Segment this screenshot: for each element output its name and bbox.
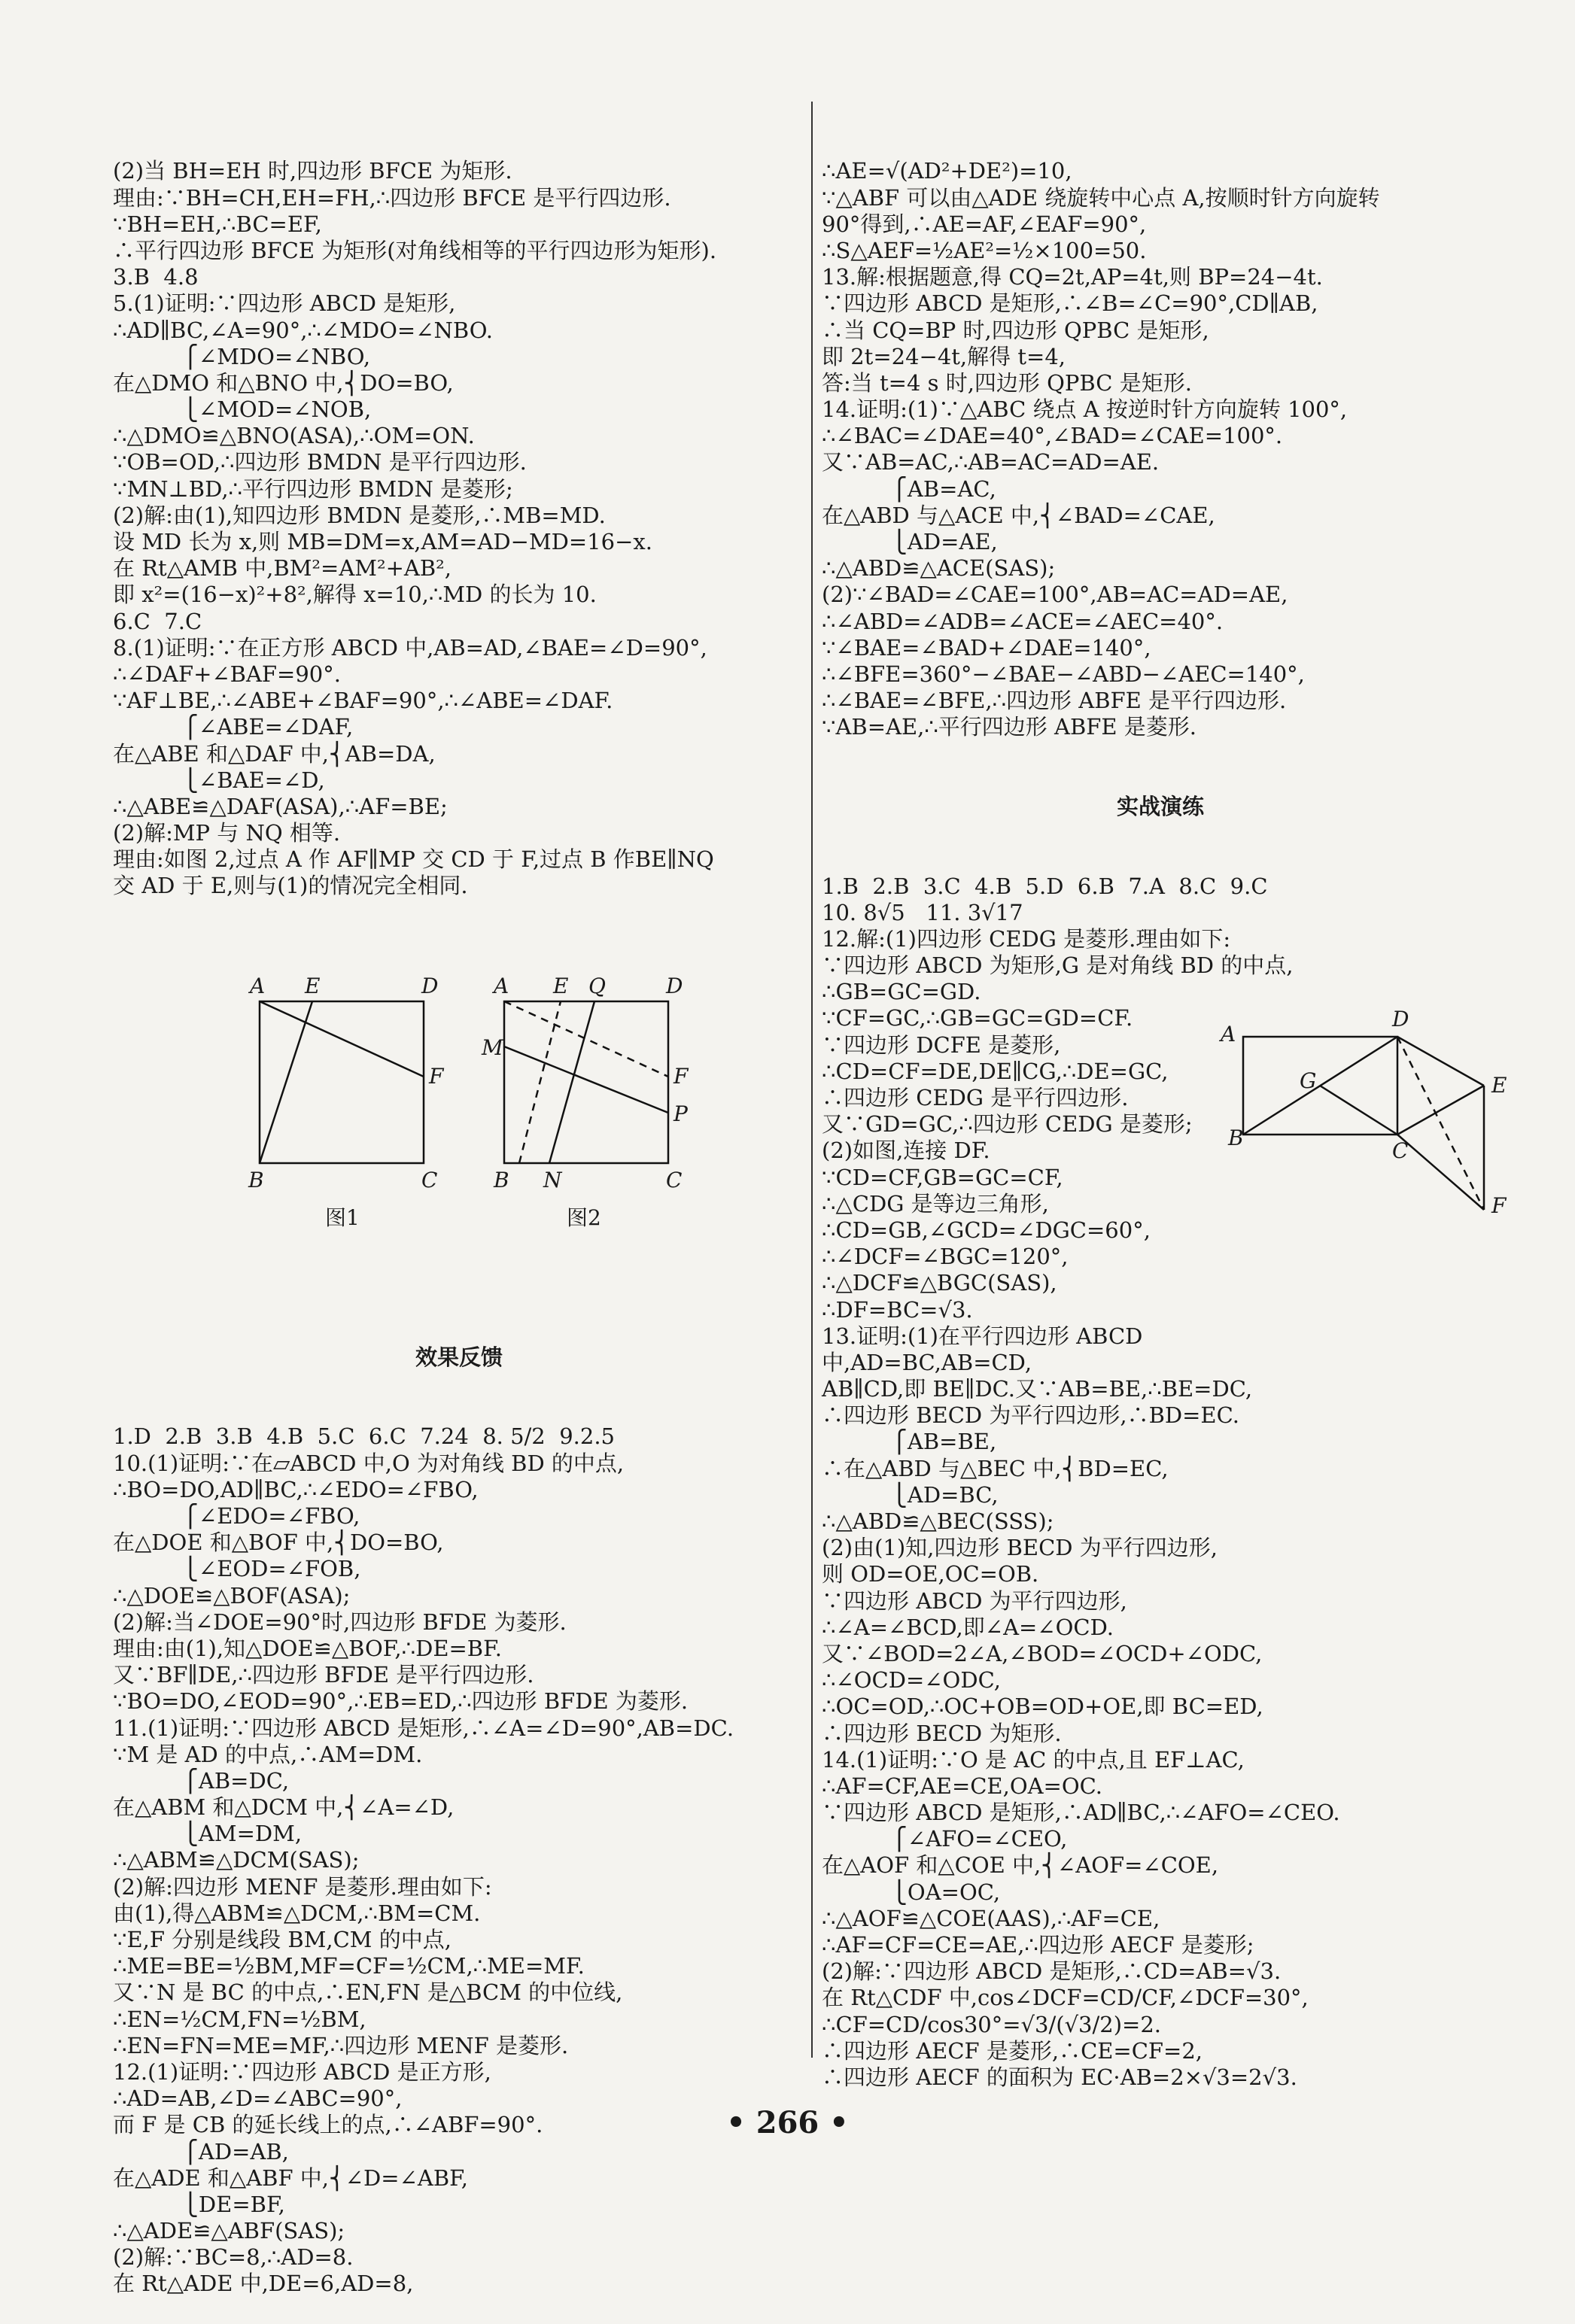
text-line: 又∵AB=AC,∴AB=AC=AD=AE. bbox=[822, 449, 1160, 475]
text-line: ∴AE=√(AD²+DE²)=10, bbox=[822, 158, 1072, 184]
text-line: (2)由(1)知,四边形 BECD 为平行四边形, bbox=[822, 1535, 1218, 1561]
fig2-square bbox=[504, 1001, 668, 1163]
text-line: ∴∠ABD=∠ADB=∠ACE=∠AEC=40°. bbox=[822, 608, 1224, 634]
text-line: ∴AD=AB,∠D=∠ABC=90°, bbox=[113, 2086, 403, 2112]
text-line: 又∵BF∥DE,∴四边形 BFDE 是平行四边形. bbox=[113, 1662, 534, 1688]
text-line: ∴四边形 CEDG 是平行四边形. bbox=[822, 1085, 1129, 1111]
text-line: ∵M 是 AD 的中点,∴AM=DM. bbox=[113, 1741, 423, 1767]
text-line: ∴平行四边形 BFCE 为矩形(对角线相等的平行四边形为矩形). bbox=[113, 237, 717, 263]
text-line: 设 MD 长为 x,则 MB=DM=x,AM=AD−MD=16−x. bbox=[113, 529, 652, 555]
text-line: ⎧AB=AC, bbox=[822, 475, 996, 502]
text-line: ∵E,F 分别是线段 BM,CM 的中点, bbox=[113, 1927, 452, 1953]
fig2-label-f: F bbox=[673, 1064, 689, 1089]
text-line: 12.(1)证明:∵四边形 ABCD 是正方形, bbox=[113, 2058, 491, 2085]
text-line: 1.D 2.B 3.B 4.B 5.C 6.C 7.24 8. 5/2 9.2.5 bbox=[113, 1423, 615, 1450]
text-line: ∵四边形 ABCD 是矩形,∴AD∥BC,∴∠AFO=∠CEO. bbox=[822, 1800, 1340, 1826]
text-line: ∴在△ABD 与△BEC 中,⎨BD=EC, bbox=[822, 1455, 1169, 1481]
text-line: ∴△ABE≌△DAF(ASA),∴AF=BE; bbox=[113, 793, 448, 819]
fig1-label-a: A bbox=[250, 974, 266, 999]
text-line: 5.(1)证明:∵四边形 ABCD 是矩形, bbox=[113, 290, 456, 317]
text-line: 由(1),得△ABM≌△DCM,∴BM=CM. bbox=[113, 1900, 481, 1926]
text-line: ∴EN=FN=ME=MF,∴四边形 MENF 是菱形. bbox=[113, 2032, 569, 2058]
text-line: 理由:如图 2,过点 A 作 AF∥MP 交 CD 于 F,过点 B 作BE∥NQ bbox=[113, 846, 714, 873]
text-line: ∴CF=CD/cos30°=√3/(√3/2)=2. bbox=[822, 2011, 1162, 2037]
text-line: ∴∠A=∠BCD,即∠A=∠OCD. bbox=[822, 1614, 1114, 1640]
text-line: ⎧∠EDO=∠FBO, bbox=[113, 1503, 360, 1530]
text-line: 在△ADE 和△ABF 中,⎨∠D=∠ABF, bbox=[113, 2165, 468, 2191]
text-line: ∴DF=BC=√3. bbox=[822, 1296, 973, 1323]
text-line: ∴△DMO≌△BNO(ASA),∴OM=ON. bbox=[113, 423, 475, 449]
text-line: 则 OD=OE,OC=OB. bbox=[822, 1561, 1039, 1587]
fig1-label-b: B bbox=[248, 1168, 264, 1193]
text-line: ∴OC=OD,∴OC+OB=OD+OE,即 BC=ED, bbox=[822, 1694, 1263, 1720]
text-line: ∴△DCF≌△BGC(SAS), bbox=[822, 1270, 1057, 1296]
text-line: ⎧AD=AB, bbox=[113, 2138, 289, 2165]
text-line: ∴△ABM≌△DCM(SAS); bbox=[113, 1847, 360, 1873]
text-line: 在 Rt△AMB 中,BM²=AM²+AB², bbox=[113, 555, 452, 582]
text-line: (2)解:∵四边形 ABCD 是矩形,∴CD=AB=√3. bbox=[822, 1958, 1282, 1985]
text-line: 90°得到,∴AE=AF,∠EAF=90°, bbox=[822, 211, 1147, 237]
text-line: ⎩AD=BC, bbox=[822, 1481, 999, 1508]
text-line: AB∥CD,即 BE∥DC.又∵AB=BE,∴BE=DC, bbox=[822, 1376, 1253, 1402]
text-line: 13.解:根据题意,得 CQ=2t,AP=4t,则 BP=24−4t. bbox=[822, 264, 1323, 290]
text-line: (2)当 BH=EH 时,四边形 BFCE 为矩形. bbox=[113, 158, 512, 184]
text-line: 又∵∠BOD=2∠A,∠BOD=∠OCD+∠ODC, bbox=[822, 1640, 1263, 1666]
left-column bbox=[113, 105, 805, 2324]
section-heading-practice: 实战演练 bbox=[1116, 793, 1204, 819]
text-line: ∴BO=DO,AD∥BC,∴∠EDO=∠FBO, bbox=[113, 1476, 479, 1502]
text-line: ∵∠BAE=∠BAD+∠DAE=140°, bbox=[822, 634, 1151, 661]
text-line: 在△ABE 和△DAF 中,⎨AB=DA, bbox=[113, 740, 436, 767]
text-line: (2)解:∵BC=8,∴AD=8. bbox=[113, 2244, 354, 2271]
text-line: ∵AB=AE,∴平行四边形 ABFE 是菱形. bbox=[822, 714, 1196, 740]
text-line: ∴∠BAE=∠BFE,∴四边形 ABFE 是平行四边形. bbox=[822, 688, 1287, 714]
text-line: ∴AF=CF,AE=CE,OA=OC. bbox=[822, 1773, 1102, 1799]
text-line: 6.C 7.C bbox=[113, 608, 202, 634]
text-line: 答:当 t=4 s 时,四边形 QPBC 是矩形. bbox=[822, 369, 1192, 396]
text-line: 又∵N 是 BC 的中点,∴EN,FN 是△BCM 的中位线, bbox=[113, 1979, 623, 2006]
text-line: ∵BO=DO,∠EOD=90°,∴EB=ED,∴四边形 BFDE 为菱形. bbox=[113, 1688, 689, 1715]
text-line: ⎩DE=BF, bbox=[113, 2191, 285, 2217]
text-line: ∴△ABD≌△ACE(SAS); bbox=[822, 555, 1056, 582]
text-line: ∴CD=GB,∠GCD=∠DGC=60°, bbox=[822, 1217, 1151, 1243]
fig2-label-q: Q bbox=[588, 974, 606, 999]
text-line: ⎧AB=DC, bbox=[113, 1767, 290, 1794]
text-line: ∴S△AEF=½AE²=½×100=50. bbox=[822, 237, 1147, 263]
text-line: 8.(1)证明:∵在正方形 ABCD 中,AB=AD,∠BAE=∠D=90°, bbox=[113, 634, 707, 661]
text-line: 10.(1)证明:∵在▱ABCD 中,O 为对角线 BD 的中点, bbox=[113, 1450, 625, 1476]
text-line: 而 F 是 CB 的延长线上的点,∴∠ABF=90°. bbox=[113, 2112, 543, 2138]
text-line: ⎧∠MDO=∠NBO, bbox=[113, 343, 371, 369]
text-line: ∵CF=GC,∴GB=GC=GD=CF. bbox=[822, 1005, 1133, 1031]
text-line: ∴四边形 AECF 的面积为 EC·AB=2×√3=2√3. bbox=[822, 2064, 1297, 2090]
right-top-block bbox=[822, 158, 1499, 740]
figure-rectangle-rhombus bbox=[1221, 1007, 1529, 1218]
text-line: ∵AF⊥BE,∴∠ABE+∠BAF=90°,∴∠ABE=∠DAF. bbox=[113, 688, 613, 714]
text-line: 在△DOE 和△BOF 中,⎨DO=BO, bbox=[113, 1530, 444, 1556]
text-line: 11.(1)证明:∵四边形 ABCD 是矩形,∴∠A=∠D=90°,AB=DC. bbox=[113, 1715, 734, 1741]
text-line: ⎩AM=DM, bbox=[113, 1821, 303, 1847]
text-line: (2)∵∠BAD=∠CAE=100°,AB=AC=AD=AE, bbox=[822, 582, 1288, 608]
text-line: ⎧∠ABE=∠DAF, bbox=[113, 714, 354, 740]
text-line: ∵四边形 DCFE 是菱形, bbox=[822, 1031, 1061, 1058]
text-line: ∵四边形 ABCD 是矩形,∴∠B=∠C=90°,CD∥AB, bbox=[822, 290, 1318, 317]
text-line: ∵CD=CF,GB=GC=CF, bbox=[822, 1164, 1063, 1190]
text-line: ⎩∠MOD=∠NOB, bbox=[113, 396, 372, 423]
fig3-label-a: A bbox=[1221, 1022, 1236, 1047]
text-line: 在△ABM 和△DCM 中,⎨∠A=∠D, bbox=[113, 1794, 455, 1821]
fig3-label-g: G bbox=[1300, 1068, 1317, 1093]
text-line: ⎩OA=OC, bbox=[822, 1879, 1001, 1905]
text-line: ∴△ABD≌△BEC(SSS); bbox=[822, 1508, 1054, 1535]
text-line: ∴EN=½CM,FN=½BM, bbox=[113, 2006, 366, 2032]
figure-2-caption: 图2 bbox=[567, 1205, 601, 1231]
text-line: 即 x²=(16−x)²+8²,解得 x=10,∴MD 的长为 10. bbox=[113, 582, 597, 608]
fig3-label-c: C bbox=[1392, 1138, 1409, 1163]
fig3-label-d: D bbox=[1392, 1007, 1409, 1031]
text-line: ∵MN⊥BD,∴平行四边形 BMDN 是菱形; bbox=[113, 475, 513, 502]
text-line: ⎩∠BAE=∠D, bbox=[113, 767, 325, 793]
fig3-label-f: F bbox=[1491, 1193, 1507, 1218]
text-line: ∴当 CQ=BP 时,四边形 QPBC 是矩形, bbox=[822, 317, 1209, 343]
left-bottom-block bbox=[113, 1423, 805, 2297]
fig2-label-d: D bbox=[666, 974, 683, 999]
text-line: 12.解:(1)四边形 CEDG 是菱形.理由如下: bbox=[822, 925, 1231, 952]
fig2-label-b: B bbox=[494, 1168, 509, 1193]
text-line: 中,AD=BC,AB=CD, bbox=[822, 1349, 1032, 1375]
text-line: 即 2t=24−4t,解得 t=4, bbox=[822, 343, 1066, 369]
text-line: 14.(1)证明:∵O 是 AC 的中点,且 EF⊥AC, bbox=[822, 1746, 1245, 1773]
text-line: (2)解:由(1),知四边形 BMDN 是菱形,∴MB=MD. bbox=[113, 502, 606, 528]
text-line: ∴四边形 BECD 为平行四边形,∴BD=EC. bbox=[822, 1402, 1239, 1429]
text-line: 又∵GD=GC,∴四边形 CEDG 是菱形; bbox=[822, 1111, 1193, 1138]
text-line: ∴四边形 AECF 是菱形,∴CE=CF=2, bbox=[822, 2037, 1203, 2064]
text-line: ∵BH=EH,∴BC=EF, bbox=[113, 211, 322, 237]
text-line: 理由:由(1),知△DOE≌△BOF,∴DE=BF. bbox=[113, 1635, 502, 1661]
text-line: (2)解:四边形 MENF 是菱形.理由如下: bbox=[113, 1873, 492, 1900]
text-line: ∴∠DAF+∠BAF=90°. bbox=[113, 661, 341, 687]
text-line: ∴CD=CF=DE,DE∥CG,∴DE=GC, bbox=[822, 1058, 1169, 1084]
text-line: ∴∠BAC=∠DAE=40°,∠BAD=∠CAE=100°. bbox=[822, 423, 1283, 449]
section-heading-feedback: 效果反馈 bbox=[415, 1344, 503, 1370]
text-line: 10. 8√5 11. 3√17 bbox=[822, 899, 1023, 925]
page-number: • 266 • bbox=[726, 2105, 849, 2140]
figures-1-2 bbox=[113, 974, 805, 1265]
text-line: 3.B 4.8 bbox=[113, 264, 199, 290]
text-line: 在△ABD 与△ACE 中,⎨∠BAD=∠CAE, bbox=[822, 502, 1215, 528]
text-line: ∴△AOF≌△COE(AAS),∴AF=CE, bbox=[822, 1905, 1160, 1931]
text-line: ⎩AD=AE, bbox=[822, 529, 998, 555]
text-line: 在 Rt△ADE 中,DE=6,AD=8, bbox=[113, 2271, 414, 2297]
text-line: ∴AD∥BC,∠A=90°,∴∠MDO=∠NBO. bbox=[113, 317, 494, 343]
text-line: ∴四边形 BECD 为矩形. bbox=[822, 1720, 1062, 1746]
text-line: ∴ME=BE=½BM,MF=CF=½CM,∴ME=MF. bbox=[113, 1953, 585, 1979]
fig1-label-f: F bbox=[429, 1064, 444, 1089]
text-line: ∴∠DCF=∠BGC=120°, bbox=[822, 1244, 1069, 1270]
figure-1-caption: 图1 bbox=[325, 1205, 360, 1231]
text-line: ⎩∠EOD=∠FOB, bbox=[113, 1556, 361, 1582]
text-line: ⎧∠AFO=∠CEO, bbox=[822, 1826, 1068, 1852]
left-top-block bbox=[113, 158, 805, 899]
text-line: ∴AF=CF=CE=AE,∴四边形 AECF 是菱形; bbox=[822, 1932, 1254, 1958]
text-line: ∴GB=GC=GD. bbox=[822, 979, 981, 1005]
fig2-label-p: P bbox=[673, 1101, 688, 1127]
text-line: (2)如图,连接 DF. bbox=[822, 1138, 990, 1164]
text-line: 交 AD 于 E,则与(1)的情况完全相同. bbox=[113, 873, 468, 899]
fig2-label-n: N bbox=[543, 1168, 562, 1193]
text-line: 13.证明:(1)在平行四边形 ABCD bbox=[822, 1323, 1143, 1349]
fig2-label-e: E bbox=[553, 974, 569, 999]
fig2-label-c: C bbox=[666, 1168, 683, 1193]
fig2-label-a: A bbox=[494, 974, 509, 999]
fig1-square bbox=[260, 1001, 424, 1163]
fig1-label-c: C bbox=[421, 1168, 438, 1193]
text-line: (2)解:MP 与 NQ 相等. bbox=[113, 820, 341, 846]
fig2-label-m: M bbox=[482, 1035, 503, 1061]
fig3-label-b: B bbox=[1228, 1126, 1244, 1150]
fig3-label-e: E bbox=[1491, 1073, 1507, 1098]
text-line: 在△AOF 和△COE 中,⎨∠AOF=∠COE, bbox=[822, 1852, 1219, 1879]
text-line: ∴△CDG 是等边三角形, bbox=[822, 1190, 1049, 1217]
text-line: ∵四边形 ABCD 为平行四边形, bbox=[822, 1587, 1127, 1614]
text-line: (2)解:当∠DOE=90°时,四边形 BFDE 为菱形. bbox=[113, 1609, 567, 1635]
text-line: 理由:∵BH=CH,EH=FH,∴四边形 BFCE 是平行四边形. bbox=[113, 184, 671, 211]
text-line: ∵四边形 ABCD 为矩形,G 是对角线 BD 的中点, bbox=[822, 952, 1294, 979]
fig1-label-e: E bbox=[305, 974, 321, 999]
text-line: ∴∠OCD=∠ODC, bbox=[822, 1667, 1001, 1694]
text-line: ∴△ADE≌△ABF(SAS); bbox=[113, 2218, 345, 2244]
figure-rect-rhombus-drawing bbox=[1228, 1022, 1529, 1217]
text-line: ⎧AB=BE, bbox=[822, 1429, 997, 1455]
text-line: ∵△ABF 可以由△ADE 绕旋转中心点 A,按顺时针方向旋转 bbox=[822, 184, 1380, 211]
text-line: 14.证明:(1)∵△ABC 绕点 A 按逆时针方向旋转 100°, bbox=[822, 396, 1348, 423]
text-line: 在 Rt△CDF 中,cos∠DCF=CD/CF,∠DCF=30°, bbox=[822, 1985, 1309, 2011]
text-line: ∴∠BFE=360°−∠BAE−∠ABD−∠AEC=140°, bbox=[822, 661, 1305, 687]
fig1-label-d: D bbox=[421, 974, 439, 999]
text-line: 1.B 2.B 3.C 4.B 5.D 6.B 7.A 8.C 9.C bbox=[822, 873, 1268, 899]
text-line: 在△DMO 和△BNO 中,⎨DO=BO, bbox=[113, 369, 454, 396]
text-line: ∵OB=OD,∴四边形 BMDN 是平行四边形. bbox=[113, 449, 527, 475]
column-divider bbox=[811, 102, 813, 2058]
text-line: ∴△DOE≌△BOF(ASA); bbox=[113, 1582, 351, 1609]
